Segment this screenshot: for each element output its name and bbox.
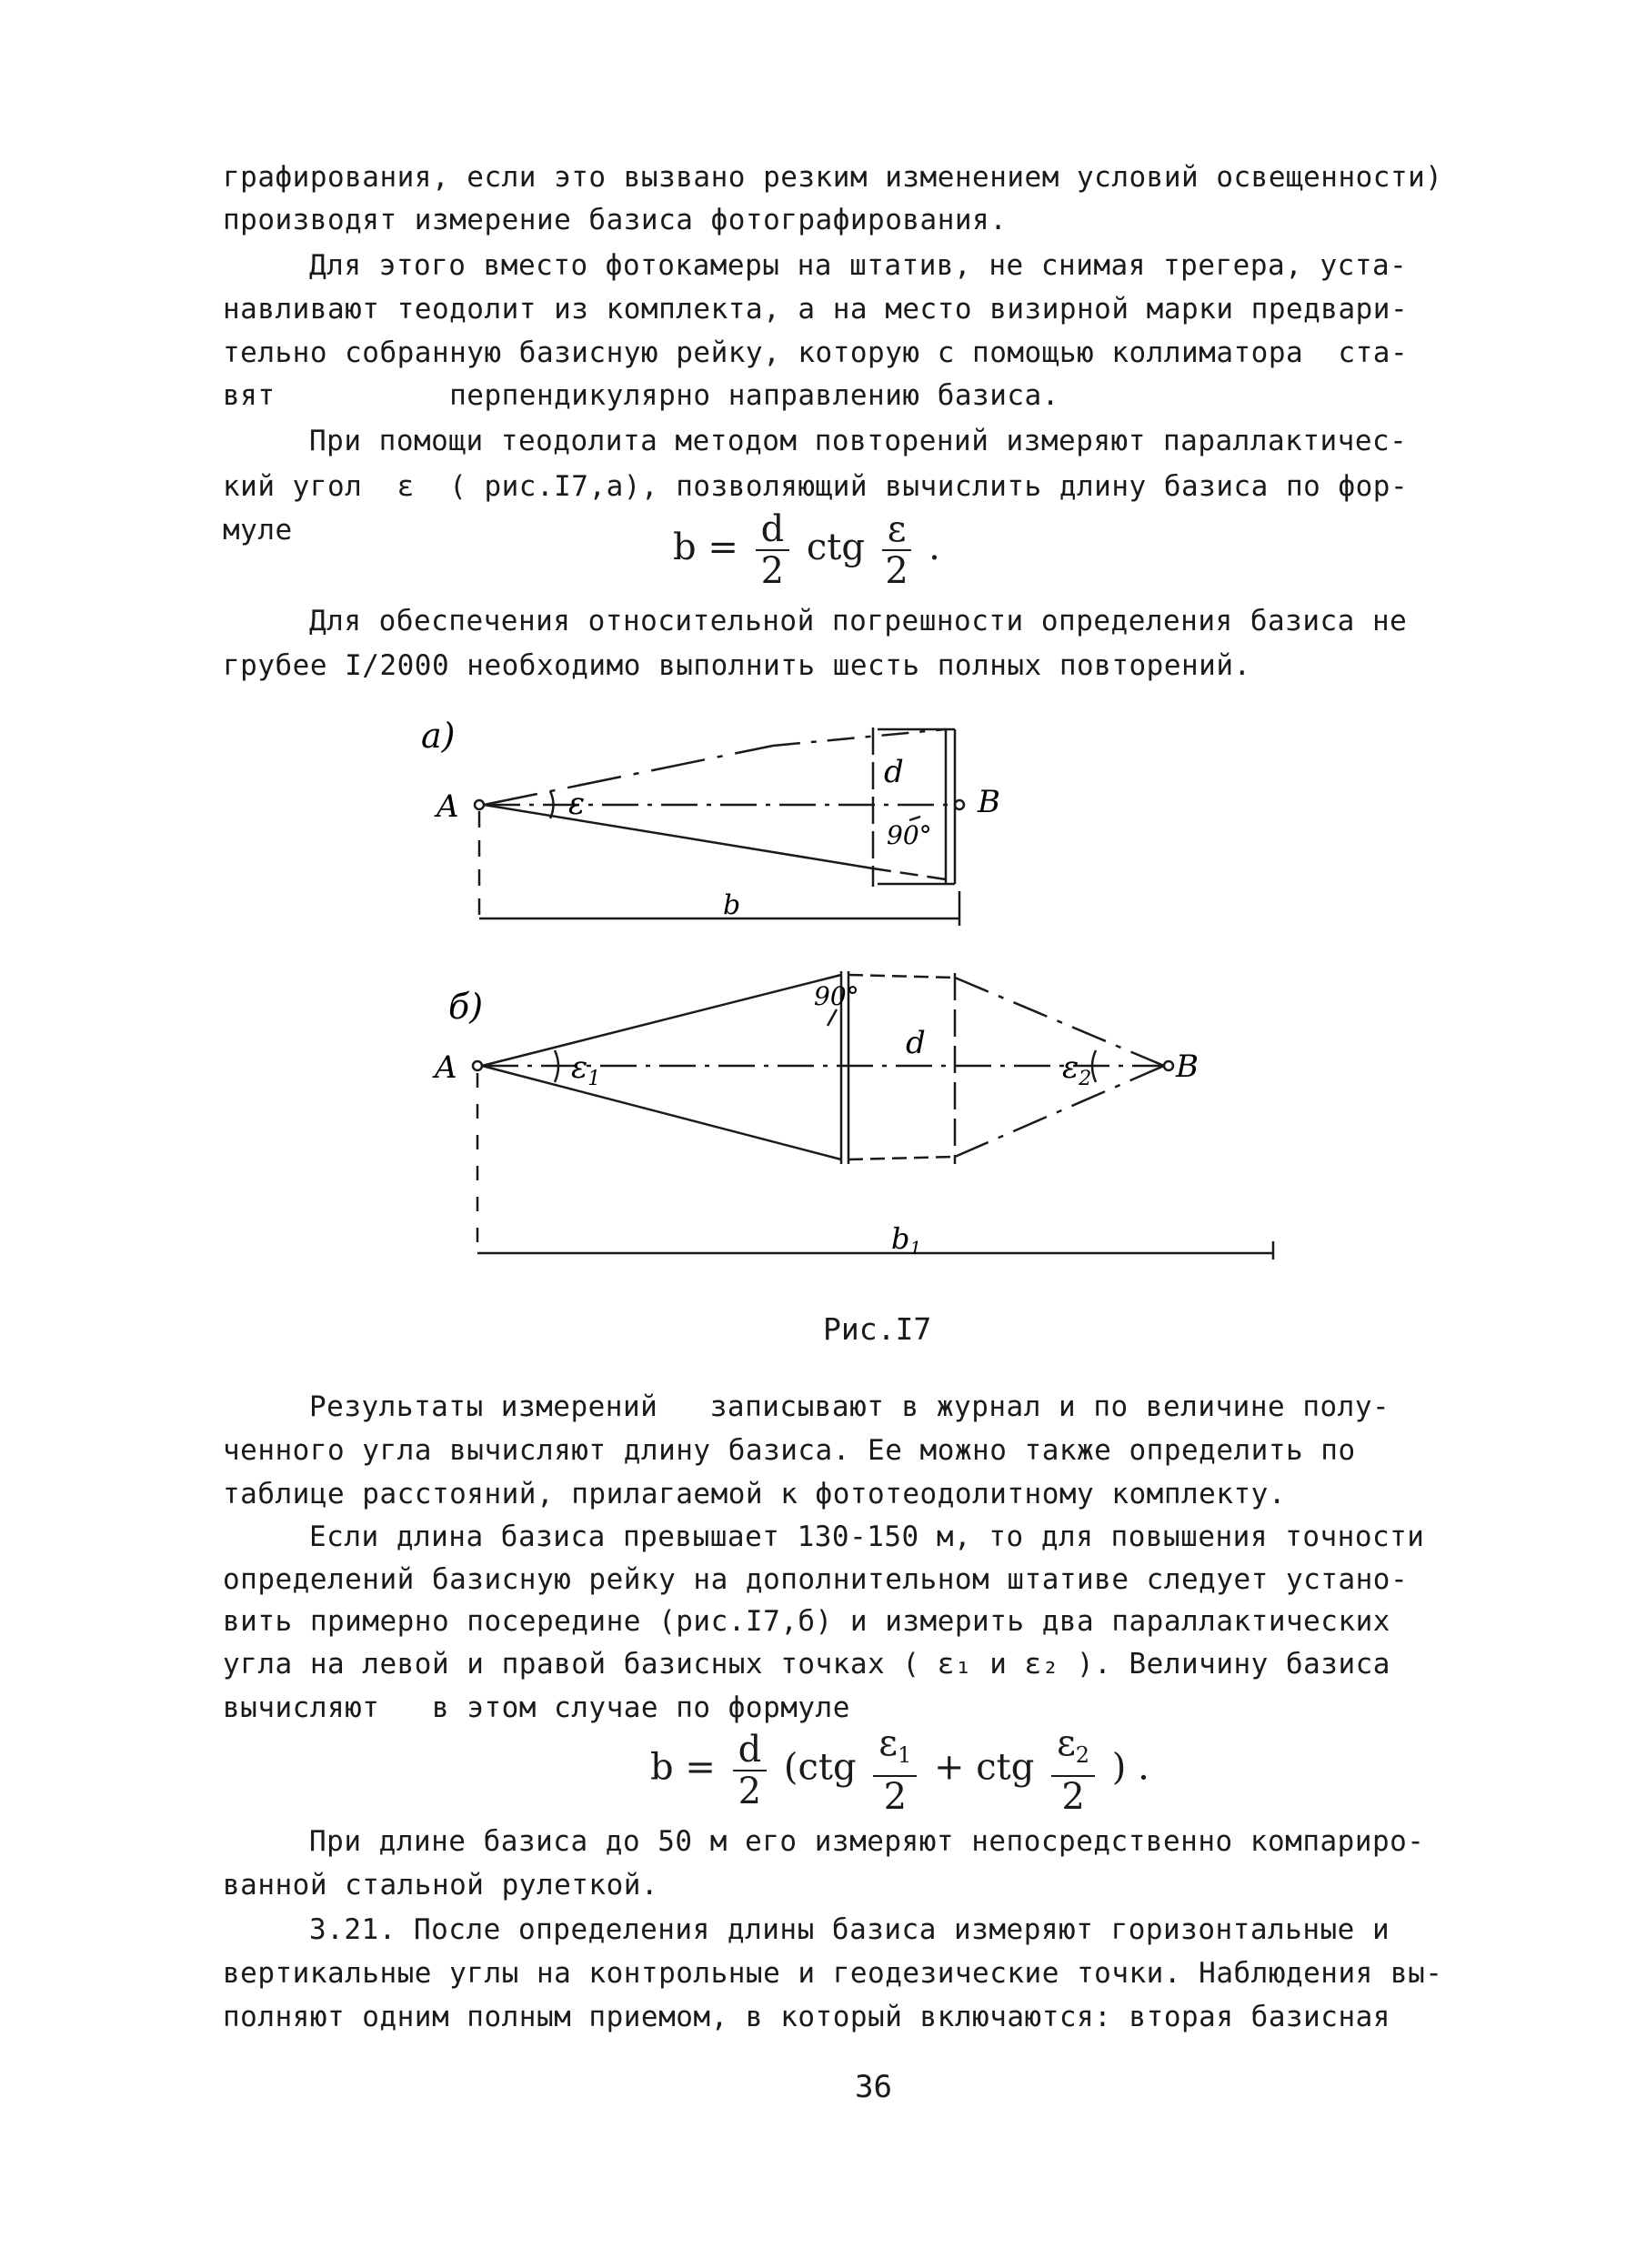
subscript: 1 bbox=[898, 1742, 912, 1768]
point-a-marker bbox=[473, 1061, 482, 1070]
fraction bbox=[882, 509, 912, 591]
point-b-label: B bbox=[1176, 1049, 1199, 1085]
baseline-label: b bbox=[723, 889, 741, 921]
fraction bbox=[1051, 1723, 1095, 1817]
page-number: 36 bbox=[855, 2069, 892, 2105]
figure-caption: Рис.I7 bbox=[823, 1311, 932, 1347]
fraction-numerator: ε bbox=[882, 509, 912, 551]
right-angle-label: 90° bbox=[887, 820, 932, 850]
fraction-numerator: d bbox=[733, 1730, 768, 1771]
angle-epsilon-label: ε bbox=[568, 786, 586, 822]
text-line: При помощи теодолита методом повторений измеряют параллактичес- bbox=[309, 425, 1408, 457]
angle-epsilon1-label: $\varepsilon_1$ bbox=[571, 1049, 601, 1090]
text-line: 3.21. После определения длины базиса измеряют горизонтальные и bbox=[309, 1913, 1390, 1946]
sight-line-upper bbox=[484, 746, 773, 805]
point-b-marker bbox=[955, 800, 964, 809]
fraction-denominator: 2 bbox=[885, 550, 908, 592]
fraction-denominator: 2 bbox=[760, 550, 785, 592]
fraction-numerator: d bbox=[756, 509, 790, 551]
text-line: вить примерно посередине (рис.I7,б) и измерить два параллактических bbox=[223, 1605, 1390, 1638]
text-line: определений базисную рейку на дополнительном штативе следует устано- bbox=[223, 1563, 1409, 1596]
text-line: ченного угла вычисляют длину базиса. Ее можно также определить по bbox=[223, 1434, 1356, 1467]
fraction-numerator bbox=[1051, 1723, 1095, 1777]
fraction bbox=[733, 1730, 768, 1811]
rod-d-label: d bbox=[884, 754, 904, 790]
text-line: Если длина базиса превышает 130-150 м, то для повышения точности bbox=[309, 1520, 1425, 1553]
formula-symbol: b bbox=[673, 527, 697, 568]
rod-d-label: d bbox=[906, 1025, 926, 1061]
text-line: тельно собранную базисную рейку, которую с помощью коллиматора ста- bbox=[223, 336, 1409, 369]
figure-label-b: б) bbox=[448, 987, 484, 1027]
fraction bbox=[756, 509, 790, 591]
formula-symbol: = bbox=[708, 527, 738, 568]
text-line: угла на левой и правой базисных точках ( ε₁ и ε₂ ). Величину базиса bbox=[223, 1648, 1390, 1681]
text-line: Для этого вместо фотокамеры на штатив, не снимая трегера, уста- bbox=[309, 249, 1408, 282]
text-line: таблице расстояний, прилагаемой к фототеодолитному комплекту. bbox=[223, 1478, 1286, 1510]
text-line: муле bbox=[223, 514, 293, 547]
text-line: Для обеспечения относительной погрешности определения базиса не bbox=[309, 605, 1408, 637]
text-line: вят перпендикулярно направлению базиса. bbox=[223, 379, 1059, 412]
formula-basis-two-angles bbox=[650, 1723, 1149, 1817]
formula-symbol: b bbox=[650, 1746, 674, 1789]
point-b-label: B bbox=[978, 784, 1000, 820]
point-a-label: A bbox=[437, 788, 459, 825]
text-line: Результаты измерений записывают в журнал и по величине полу- bbox=[309, 1390, 1390, 1423]
text-line: кий угол ε ( рис.I7,а), позволяющий вычислить длину базиса по фор- bbox=[223, 470, 1409, 503]
epsilon-symbol: ε bbox=[1057, 1722, 1076, 1764]
fraction-denominator: 2 bbox=[883, 1776, 908, 1818]
text-line: полняют одним полным приемом, в который включаются: вторая базисная bbox=[223, 2001, 1390, 2033]
text-line: вычисляют в этом случае по формуле bbox=[223, 1691, 850, 1724]
fraction bbox=[873, 1723, 917, 1817]
figure-17 bbox=[364, 709, 1319, 1310]
text-line: графирования, если это вызвано резким изменением условий освещенности) bbox=[223, 161, 1443, 194]
text-line: При длине базиса до 50 м его измеряют непосредственно компариро- bbox=[309, 1825, 1425, 1858]
subscript: 2 bbox=[1075, 1742, 1090, 1768]
formula-function: + ctg bbox=[934, 1746, 1035, 1789]
baseline-label: b1 bbox=[891, 1221, 922, 1259]
text-line: навливают теодолит из комплекта, а на место визирной марки предвари- bbox=[223, 293, 1409, 326]
text-line: ванной стальной рулеткой. bbox=[223, 1869, 659, 1902]
formula-symbol: ) . bbox=[1111, 1746, 1149, 1789]
text-line: грубее I/2000 необходимо выполнить шесть полных повторений. bbox=[223, 649, 1251, 682]
fraction-denominator: 2 bbox=[1061, 1776, 1085, 1818]
angle-epsilon2-label: $\varepsilon_2$ bbox=[1062, 1049, 1092, 1090]
text-line: вертикальные углы на контрольные и геодезические точки. Наблюдения вы- bbox=[223, 1957, 1443, 1990]
formula-symbol: = bbox=[685, 1746, 716, 1789]
formula-function: (ctg bbox=[783, 1746, 857, 1789]
fraction-denominator: 2 bbox=[738, 1770, 762, 1812]
epsilon-symbol: ε bbox=[878, 1722, 898, 1764]
fraction-numerator bbox=[873, 1723, 917, 1777]
point-a-marker bbox=[475, 800, 484, 809]
point-b-marker bbox=[1164, 1061, 1173, 1070]
text-line: производят измерение базиса фотографирования. bbox=[223, 204, 1008, 236]
sight-line-upper bbox=[482, 975, 841, 1066]
formula-function: ctg bbox=[806, 527, 865, 568]
figure-label-a: а) bbox=[421, 716, 456, 756]
right-angle-label: 90° bbox=[814, 981, 859, 1011]
point-a-label: A bbox=[435, 1049, 457, 1086]
formula-basis bbox=[673, 509, 940, 591]
formula-symbol: . bbox=[928, 527, 940, 568]
